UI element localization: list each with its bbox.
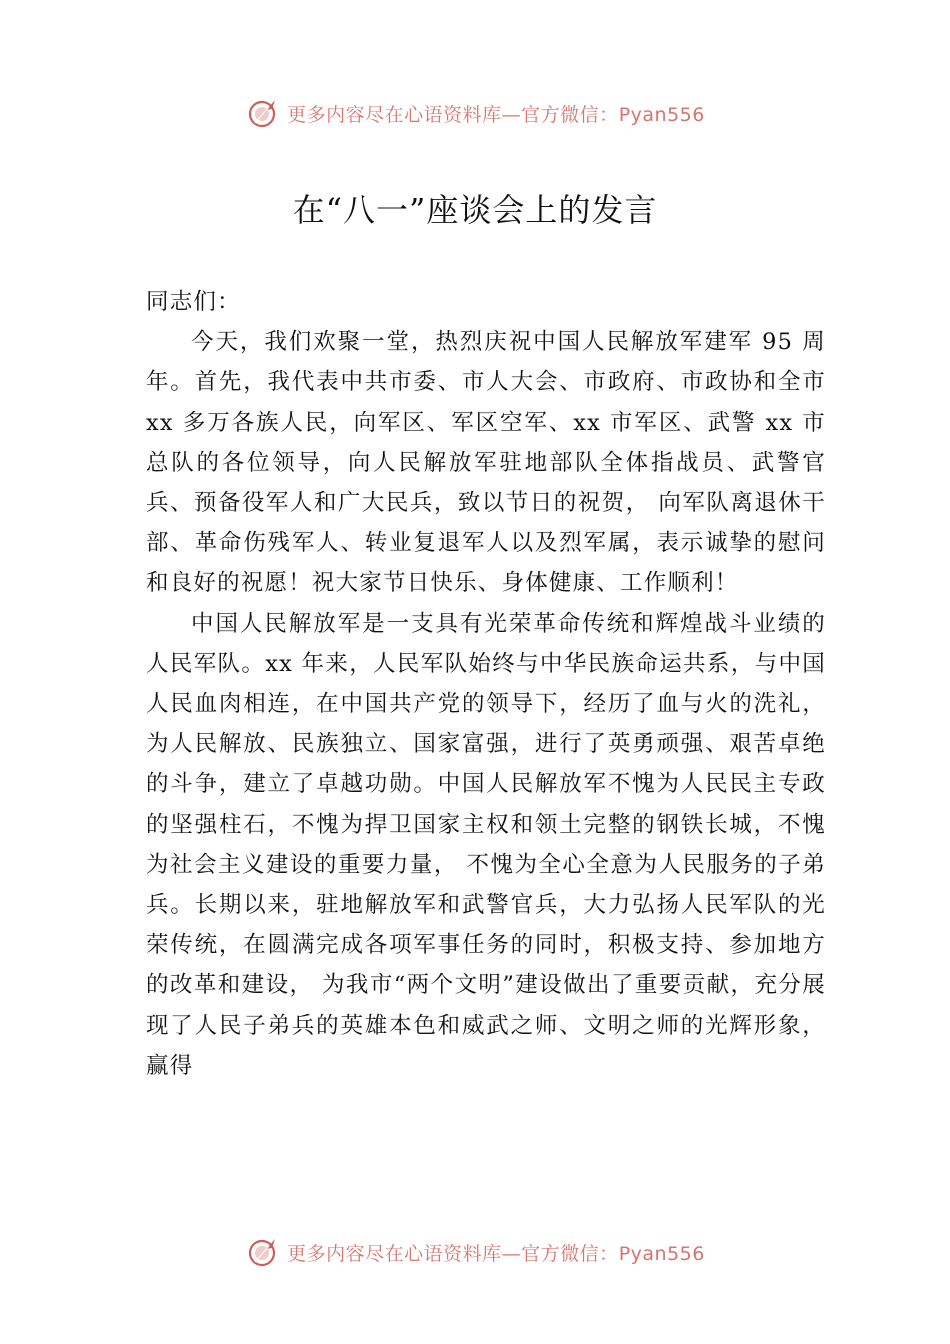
document-body [146, 282, 826, 1086]
paragraph-2: 中国人民解放军是一支具有光荣革命传统和辉煌战斗业绩的人民军队。xx 年来，人民军队始终与中华民族命运共系，与中国人民血肉相连，在中国共产党的领导下，经历了血与火的洗礼，为人民解放、民族独立、国家富强，进行了英勇顽强、艰苦卓绝的斗争，建立了卓越功勋。中国人民解放军不愧为人民民主专政的坚强柱石，不愧为捍卫国家主权和领土完整的钢铁长城，不愧为社会主义建设的重要力量， 不愧为全心全意为人民服务的子弟兵。长期以来，驻地解放军和武警官兵，大力弘扬人民军队的光荣传统，在圆满完成各项军事任务的同时，积极支持、参加地方的改革和建设， 为我市“两个文明”建设做出了重要贡献，充分展现了人民子弟兵的英雄本色和威武之师、文明之师的光辉形象，赢得 [146, 610, 826, 1079]
quill-seal-icon [245, 1234, 281, 1270]
paragraph-1: 今天，我们欢聚一堂，热烈庆祝中国人民解放军建军 95 周年。首先，我代表中共市委、市人大会、市政府、市政协和全市 xx 多万各族人民，向军区、军区空军、xx 市军区、武警 xx 市总队的各位领导，向人民解放军驻地部队全体指战员、武警官兵、预备役军人和广大民兵，致以节日的祝贺， 向军队离退休干部、革命伤残军人、转业复退军人以及烈军属，表示诚挚的慰问和良好的祝愿！祝大家节日快乐、身体健康、工作顺利！ [146, 329, 826, 597]
document-title: 在“八一”座谈会上的发言 [292, 191, 658, 229]
watermark-text: 更多内容尽在心语资料库—官方微信：Pyan556 [287, 1242, 705, 1265]
quill-seal-icon [245, 95, 281, 131]
header-watermark-banner [0, 93, 950, 133]
salutation: 同志们： [146, 289, 241, 315]
watermark-text: 更多内容尽在心语资料库—官方微信：Pyan556 [287, 103, 705, 126]
footer-watermark-banner [0, 1232, 950, 1272]
